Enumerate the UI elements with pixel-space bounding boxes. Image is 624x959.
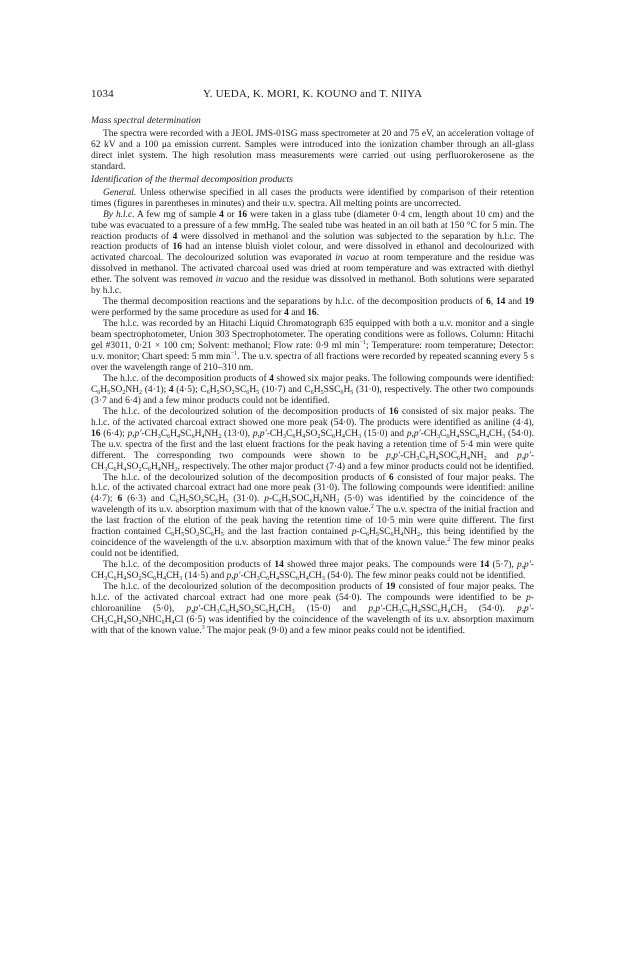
subscript: 6 (206, 389, 210, 396)
text-run: SSC (420, 603, 438, 614)
text-run: H (313, 384, 321, 395)
subscript: 2 (317, 433, 321, 440)
text-run: -C (268, 494, 279, 505)
subscript: 5 (216, 389, 220, 396)
compound-number: 4 (219, 209, 224, 220)
subscript: 6 (437, 608, 441, 615)
text-run: H (150, 461, 158, 472)
text-run: C (107, 614, 114, 625)
text-run: (54·0). (466, 603, 517, 614)
text-run: H (116, 571, 124, 582)
subscript: 3 (436, 433, 441, 440)
text-run: SC (320, 428, 332, 439)
subscript: 4 (201, 433, 205, 440)
subscript: 6 (246, 389, 250, 396)
subscript: 3 (502, 433, 506, 440)
text-run: SC (253, 603, 266, 614)
text-run: C (107, 461, 114, 472)
italic-term: in vacuo (215, 275, 249, 286)
italic-term: p (351, 527, 357, 538)
subscript: 4 (123, 576, 127, 583)
text-run: The thermal decomposition reactions and the separations by h.l.c. of the decomposition products of (103, 297, 487, 308)
text-run: H (335, 428, 342, 439)
text-run: H (116, 614, 124, 625)
subscript: 6 (295, 576, 299, 583)
text-run: (31·0). (228, 494, 265, 505)
paragraph-by-hlc (91, 210, 534, 298)
paragraph-products-4 (91, 374, 534, 407)
text-run: The u.v. spectra of the initial fraction and the last fraction of the elution of the peak having the retention time of 10·5 min were quite different. The first fraction contained C (91, 505, 534, 538)
text-run: H (428, 450, 436, 461)
superscript: −1 (230, 351, 238, 358)
compound-number: 16 (389, 406, 399, 417)
text-run: C (259, 571, 267, 582)
text-run: CH (166, 571, 180, 582)
text-run: NH (322, 494, 337, 505)
text-run: H (249, 384, 257, 395)
text-run: SOC (291, 494, 310, 505)
paragraph-instrument (91, 319, 534, 374)
text-run: (6·4); (100, 428, 128, 439)
text-run: H (213, 527, 221, 538)
hlc-label: By h.l.c. (103, 209, 135, 220)
compound-number: 14 (274, 560, 284, 571)
subscript: 5 (350, 389, 354, 396)
compound-number: 4 (269, 373, 274, 384)
subscript: 4 (302, 433, 306, 440)
subscript: 3 (416, 455, 420, 462)
italic-term: p,p′ (516, 560, 531, 571)
subscript: 4 (157, 466, 161, 473)
subscript: 3 (358, 433, 362, 440)
subscript: 6 (113, 576, 117, 583)
paragraph-mass-spectral: The spectra were recorded with a JEOL JMS-01SG mass spectrometer at 20 and 75 eV, an acceleration voltage of 62 kV and a 100 μa emission current. Samples were introduced into the ionization chamber through an all-glass direct inlet system. The high resolution mass measurements were carried out using perfluorokerosene as the standard. (91, 128, 534, 172)
text-run: C (141, 461, 148, 472)
subscript: 6 (446, 433, 450, 440)
compound-number: 6 (389, 472, 394, 483)
text-run: C (107, 571, 114, 582)
text-run: C (419, 450, 426, 461)
text-run: NH (469, 450, 484, 461)
reference-marker: 2 (370, 504, 374, 511)
text-run: SO (305, 428, 318, 439)
text-run: were taken in a glass tube (diameter 0·4 cm, length about 10 cm) and the tube was evacuated to a pressure of a few mmHg. The sealed tube was heated in an oil bath at 150 °C for 5 min. The reaction products of (91, 209, 534, 242)
text-run: , this being identified by the coincidence of the wavelength of the u.v. absorption maximum with that of the known value. (91, 527, 534, 549)
text-run: SC (234, 384, 247, 395)
subscript: 6 (425, 455, 429, 462)
text-run: H (295, 428, 303, 439)
text-run: SC (180, 428, 192, 439)
subscript: 3 (291, 608, 295, 615)
text-run: C (440, 428, 447, 439)
italic-term: p,p′ (127, 428, 142, 439)
subscript: 4 (275, 576, 280, 583)
text-run: -CH (91, 560, 534, 582)
section-heading-mass-spectral: Mass spectral determination (91, 115, 201, 126)
text-run: NHC (141, 614, 162, 625)
text-run: SO (126, 614, 139, 625)
text-run: -C (356, 527, 366, 538)
compound-number: 4 (284, 308, 289, 319)
text-run: , (490, 297, 496, 308)
text-run: had an intense bluish violet colour, and were dissolved in ethanol and decolourized with activated charcoal. The decolourized solution was evaporated (91, 242, 535, 264)
text-run: C (286, 428, 293, 439)
subscript: 3 (256, 576, 260, 583)
subscript: 4 (466, 455, 470, 462)
subscript: 6 (390, 532, 394, 539)
text-run: H (393, 527, 401, 538)
page-header (91, 88, 534, 106)
text-run: CH (344, 428, 359, 439)
text-run: H (369, 527, 376, 538)
subscript: 2 (250, 608, 254, 615)
subscript: 4 (123, 466, 127, 473)
text-run: C (401, 603, 408, 614)
subscript: 6 (215, 499, 219, 506)
text-run: (10·7) and C (259, 384, 311, 395)
subscript: 6 (167, 433, 171, 440)
subscript: 3 (104, 576, 108, 583)
text-run: H (269, 571, 276, 582)
subscript: 6 (340, 389, 344, 396)
italic-term: p,p′ (386, 450, 401, 461)
text-run: (13·0), (221, 428, 253, 439)
subscript: 6 (278, 499, 282, 506)
text-run: (5·7), (489, 560, 517, 571)
text-run: and (486, 450, 517, 461)
text-run: H (410, 603, 418, 614)
text-run: SO (126, 461, 139, 472)
text-run: (5·0) was identified by the coincidence of the wavelength of its u.v. absorption maximum with that of the known value. (91, 494, 534, 516)
text-run: SSC (279, 571, 296, 582)
text-run: consisted of six major peaks. The h.l.c. of the activated charcoal extract showed one more peak (54·0). The products were identified as aniline (4·4), (91, 406, 534, 428)
text-run: C (160, 428, 168, 439)
subscript: 6 (476, 433, 480, 440)
text-run: were performed by the same procedure as used for (91, 308, 285, 319)
italic-term: p (526, 592, 531, 603)
text-run: CH (278, 603, 292, 614)
text-run: showed three major peaks. The compounds were (283, 560, 480, 571)
subscript: 4 (485, 433, 490, 440)
reference-marker: 2 (447, 537, 451, 544)
subscript: 6 (331, 433, 336, 440)
subscript: 2 (138, 466, 142, 473)
text-run: The major peak (9·0) and a few minor peaks could not be identified. (204, 625, 465, 636)
text-run: -CH (141, 428, 158, 439)
subscript: 2 (138, 619, 142, 626)
text-run: SC (378, 527, 391, 538)
text-run: SO (238, 603, 251, 614)
text-run: H (170, 428, 177, 439)
text-run: SC (203, 494, 216, 505)
subscript: 2 (122, 389, 126, 396)
text-run: NH (160, 461, 175, 472)
text-run: H (218, 494, 226, 505)
text-run: SO (110, 384, 123, 395)
text-run: CH (489, 428, 503, 439)
compound-number: 16 (172, 242, 182, 253)
subscript: 4 (435, 455, 439, 462)
subscript: 4 (123, 619, 127, 626)
text-run: SO (219, 384, 232, 395)
subscript: 6 (456, 455, 461, 462)
italic-term: p,p′ (186, 603, 201, 614)
italic-term: p,p′ (368, 603, 383, 614)
text-run: (54·0). The few minor peaks could not be identified. (324, 571, 526, 582)
compound-number: 19 (385, 582, 396, 593)
subscript: 3 (216, 608, 220, 615)
subscript: 6 (161, 619, 165, 626)
text-run: were dissolved in methanol and the solution was subjected to the separation by h.l.c. The reaction products of (91, 231, 534, 253)
compound-number: 16 (307, 308, 317, 319)
page-number: 1034 (91, 88, 114, 100)
compound-number: 16 (237, 209, 248, 220)
text-run: -CH (91, 603, 534, 625)
subscript: 3 (321, 576, 325, 583)
subscript: 6 (175, 499, 179, 506)
reference-marker: 3 (201, 624, 205, 631)
subscript: 6 (171, 532, 175, 539)
text-run: The h.l.c. of the decomposition products of (103, 373, 270, 384)
text-run: and (288, 308, 308, 319)
text-run: H (298, 571, 306, 582)
text-run: H (209, 384, 217, 395)
text-run: NH (403, 527, 418, 538)
subscript: 3 (463, 608, 467, 615)
text-run: -CH (266, 428, 283, 439)
text-run: CH (308, 571, 322, 582)
subscript: 6 (309, 499, 313, 506)
subscript: 4 (319, 499, 323, 506)
subscript: 4 (305, 576, 309, 583)
compound-number: 16 (91, 428, 101, 439)
subscript: 4 (275, 608, 279, 615)
text-run: (4·1); (142, 384, 169, 395)
text-run: The h.l.c. of the decolourized solution of the decomposition products of (103, 472, 389, 483)
compound-number: 6 (117, 494, 123, 505)
subscript: 5 (185, 499, 189, 506)
text-run: and the residue was dissolved in methanol. Both solutions were separated by h.l.c. (91, 275, 535, 297)
subscript: 3 (104, 466, 108, 473)
subscript: 4 (400, 532, 404, 539)
subscript: 3 (179, 576, 183, 583)
subscript: 6 (147, 466, 151, 473)
compound-number: 14 (495, 297, 506, 308)
text-run: (31·0), respectively. The other two compounds (3·7 and 6·4) and a few minor products could not be identified. (91, 384, 534, 406)
text-run: C (219, 603, 226, 614)
text-run: at room temperature and the residue was dissolved in methanol. The activated charcoal used was dried at room temperature and was extracted with diethyl ether. The solvent was removed (91, 253, 534, 286)
italic-term: in vacuo (335, 253, 369, 264)
text-run: or (223, 209, 238, 220)
text-run: H (194, 428, 202, 439)
subscript: 5 (220, 532, 224, 539)
text-run: showed six major peaks. The following compounds were identified: C (91, 373, 535, 395)
subscript: 5 (375, 532, 379, 539)
subscript: 2 (218, 433, 222, 440)
paragraph-procedure (91, 297, 534, 319)
compound-number: 19 (524, 297, 535, 308)
subscript: 4 (171, 619, 175, 626)
subscript: 6 (310, 389, 314, 396)
subscript: 6 (265, 608, 269, 615)
subscript: 5 (288, 499, 292, 506)
general-label: General. (103, 187, 137, 198)
subscript: 6 (153, 576, 157, 583)
text-run: H (479, 428, 486, 439)
text-run: H (343, 384, 351, 395)
text-run: SSC (459, 428, 477, 439)
italic-term: p,p′ (516, 603, 531, 614)
subscript: 5 (107, 389, 111, 396)
text-run: -chloroaniline (5·0), (91, 592, 534, 614)
text-run: CH (450, 603, 464, 614)
subscript: 2 (196, 532, 200, 539)
subscript: 3 (282, 433, 287, 440)
paragraph-products-6 (91, 473, 534, 561)
text-run: H (174, 527, 182, 538)
subscript: 6 (292, 433, 296, 440)
subscript: 2 (139, 389, 143, 396)
subscript: 5 (225, 499, 229, 506)
text-run: (54·0). The u.v. spectra of the first and the last eluent fractions for the peak having a retention time of 5·4 min were quite different. The corresponding two compounds were shown to be (91, 428, 534, 461)
compound-number: 4 (172, 231, 178, 242)
text-run: NH (125, 384, 140, 395)
text-run: -CH (240, 571, 257, 582)
subscript: 2 (200, 499, 204, 506)
text-run: A few mg of sample (134, 209, 220, 220)
text-run: (4·5); C (173, 384, 207, 395)
text-run: (15·0) and (294, 603, 369, 614)
subscript: 3 (104, 619, 108, 626)
text-run: ; Temperature: room temperature; Detector: u.v. monitor; Chart speed: 5 mm min (91, 341, 534, 363)
compound-number: 4 (168, 384, 174, 395)
compound-number: 14 (479, 560, 490, 571)
text-run: consisted of four major peaks. The h.l.c. of the activated charcoal extract had one more peak (31·0). The following compounds were identified: aniline (4·7); (91, 472, 534, 505)
subscript: 6 (97, 389, 101, 396)
paragraph-products-19 (91, 582, 534, 637)
text-run: . (316, 308, 319, 319)
section-heading-identification: Identification of the thermal decomposition products (91, 173, 293, 185)
text-run: and (505, 297, 525, 308)
subscript: 2 (483, 455, 487, 462)
text-run: H (312, 494, 320, 505)
text-run: SO (126, 571, 139, 582)
text-run: SSC (323, 384, 341, 395)
text-run: Cl (6·5) was identified by the coincidence of the wavelength of its u.v. absorption maximum with that of the known value. (91, 614, 534, 636)
italic-term: p,p′ (516, 450, 531, 461)
text-run: H (440, 603, 448, 614)
subscript: 6 (266, 576, 270, 583)
text-run: . The u.v. spectra of all fractions were recorded by repeated scanning every 5 s over the wavelength range of 210–310 nm. (91, 352, 534, 373)
subscript: 6 (225, 608, 229, 615)
text-run: and the last fraction contained (223, 527, 352, 538)
subscript: 6 (113, 619, 117, 626)
subscript: 4 (176, 433, 181, 440)
paragraph-general (91, 188, 534, 210)
article-body (91, 114, 534, 637)
subscript: 4 (235, 608, 239, 615)
text-run: -CH (382, 603, 399, 614)
subscript: 4 (417, 608, 421, 615)
general-text: Unless otherwise specified in all cases the products were identified by comparison of their retention times (figures in parentheses in minutes) and their u.v. spectra. All melting points are uncorrected. (91, 187, 534, 209)
subscript: 3 (398, 608, 402, 615)
subscript: 2 (174, 466, 178, 473)
text-run: SOC (438, 450, 457, 461)
subscript: 2 (417, 532, 421, 539)
text-run: The few minor peaks could not be identified. (91, 538, 534, 560)
italic-term: p,p′ (252, 428, 267, 439)
text-run: The h.l.c. of the decolourized solution of the decomposition products of (103, 582, 386, 593)
text-run: The h.l.c. of the decolourized solution of the decomposition products of (103, 406, 389, 417)
subscript: 4 (456, 433, 460, 440)
text-run: H (116, 461, 124, 472)
text-run: H (228, 603, 236, 614)
text-run: (15·0) and (361, 428, 407, 439)
italic-term: p,p′ (406, 428, 421, 439)
subscript: 2 (336, 499, 340, 506)
text-run: -CH (400, 450, 417, 461)
running-head: Y. UEDA, K. MORI, K. KOUNO and T. NIIYA (203, 88, 423, 100)
text-run: consisted of four major peaks. The h.l.c. of the activated charcoal extract had one more peak (54·0). The compounds were identified to be (91, 582, 534, 603)
text-run: SC (199, 527, 211, 538)
subscript: 2 (231, 389, 235, 396)
italic-term: p,p′ (226, 571, 241, 582)
text-run: -CH (91, 450, 534, 472)
text-run: The h.l.c. of the decomposition products of (103, 560, 275, 571)
text-run: H (178, 494, 186, 505)
text-run: H (268, 603, 276, 614)
subscript: 6 (191, 433, 195, 440)
text-run: SO (184, 527, 197, 538)
subscript: 4 (163, 576, 167, 583)
paragraph-products-14 (91, 560, 534, 582)
subscript: 3 (157, 433, 161, 440)
text-run: H (460, 450, 467, 461)
text-run: H (281, 494, 289, 505)
text-run: The h.l.c. was recorded by an Hitachi Liquid Chromatograph 635 equipped with both a u.v. monitor and a single beam spectrophotometer, Union 303 Spectrophotometer. The operating conditions were as follows. Column: Hitachi gel #3011, 0·21 × 100 cm; Solvent: methanol; Flow rate: 0·9 ml min (91, 319, 534, 352)
text-run: -CH (420, 428, 437, 439)
text-run: (6·3) and C (122, 494, 176, 505)
text-run: H (156, 571, 164, 582)
subscript: 2 (138, 576, 142, 583)
paragraph-products-16 (91, 407, 534, 473)
subscript: 6 (113, 466, 117, 473)
subscript: 4 (341, 433, 345, 440)
text-run: H (164, 614, 172, 625)
text-run: H (449, 428, 457, 439)
subscript: 6 (365, 532, 370, 539)
subscript: 6 (210, 532, 214, 539)
compound-number: 6 (486, 297, 491, 308)
subscript: 5 (320, 389, 324, 396)
text-run: -CH (200, 603, 217, 614)
text-run: SO (188, 494, 201, 505)
superscript: −1 (359, 340, 367, 347)
text-run: SC (141, 571, 154, 582)
subscript: 5 (181, 532, 185, 539)
text-run: , respectively. The other major product (7·4) and a few minor products could not be identified. (177, 461, 534, 472)
subscript: 6 (407, 608, 411, 615)
text-run: NH (204, 428, 219, 439)
italic-term: p (264, 494, 269, 505)
text-run: H (100, 384, 108, 395)
subscript: 5 (256, 389, 260, 396)
text-run: (14·5) and (182, 571, 227, 582)
subscript: 4 (447, 608, 451, 615)
